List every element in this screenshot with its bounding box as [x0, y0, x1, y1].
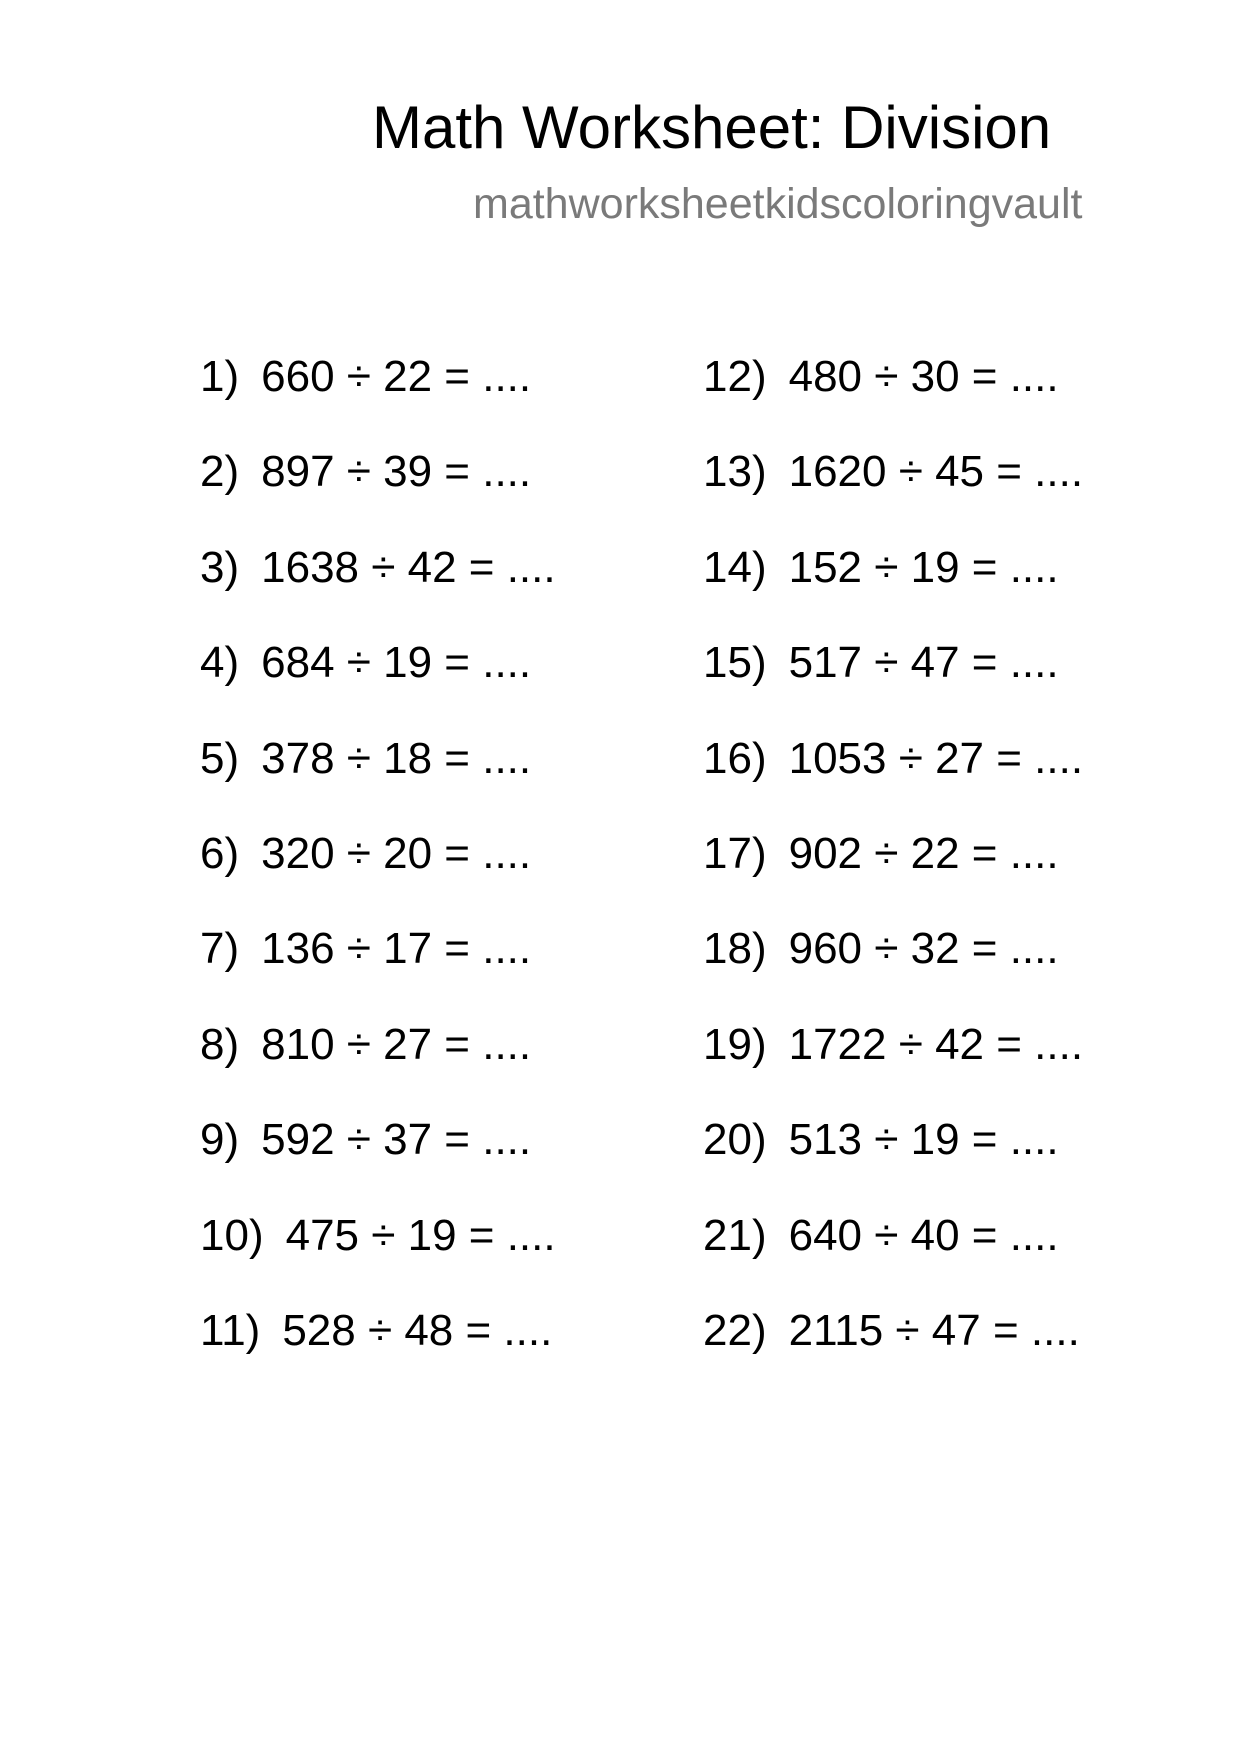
problem-expression: 1722 ÷ 42 = ....: [788, 1019, 1084, 1069]
problem-expression: 660 ÷ 22 = ....: [261, 352, 532, 401]
problem-number: 3): [200, 542, 240, 592]
problem-expression: 136 ÷ 17 = ....: [261, 924, 532, 974]
problem-number: 12): [703, 352, 767, 401]
problem-16: [703, 733, 1084, 832]
problem-number: 14): [703, 542, 767, 592]
problem-expression: 897 ÷ 39 = ....: [261, 447, 532, 497]
problem-number: 21): [703, 1210, 767, 1260]
page-subtitle: mathworksheetkidscoloringvault: [473, 180, 1083, 228]
problem-expression: 320 ÷ 20 = ....: [261, 828, 532, 878]
problem-8: [200, 1019, 556, 1118]
problem-22: [703, 1305, 1083, 1404]
problem-expression: 475 ÷ 19 = ....: [285, 1210, 556, 1260]
problem-12: [703, 352, 1083, 450]
problem-number: 1): [200, 352, 240, 401]
problem-number: 17): [703, 828, 767, 878]
problem-number: 20): [703, 1115, 767, 1165]
problem-number: 16): [703, 733, 767, 783]
problem-15: [703, 638, 1083, 736]
problem-number: 4): [200, 638, 240, 688]
problem-6: [200, 828, 556, 927]
problem-expression: 810 ÷ 27 = ....: [261, 1019, 532, 1069]
problem-number: 8): [200, 1019, 240, 1069]
problem-2: [200, 447, 556, 545]
problem-4: [200, 638, 556, 736]
problem-expression: 1053 ÷ 27 = ....: [788, 733, 1084, 783]
problem-20: [703, 1115, 1083, 1213]
problem-17: [703, 828, 1083, 927]
problem-5: [200, 733, 556, 832]
problem-expression: 528 ÷ 48 = ....: [282, 1305, 553, 1355]
problem-number: 6): [200, 828, 240, 878]
problem-18: [703, 924, 1083, 1022]
problem-expression: 513 ÷ 19 = ....: [788, 1115, 1059, 1165]
problems-column-left: [200, 352, 556, 1404]
problem-number: 5): [200, 733, 240, 783]
problem-expression: 960 ÷ 32 = ....: [788, 924, 1059, 974]
problem-expression: 1638 ÷ 42 = ....: [261, 542, 556, 592]
problem-expression: 684 ÷ 19 = ....: [261, 638, 532, 688]
problem-9: [200, 1115, 556, 1213]
problem-21: [703, 1210, 1083, 1309]
problem-number: 19): [703, 1019, 767, 1069]
problem-number: 11): [200, 1305, 261, 1355]
problem-number: 10): [200, 1210, 264, 1260]
problem-14: [703, 542, 1083, 641]
problem-expression: 152 ÷ 19 = ....: [788, 542, 1059, 592]
problem-expression: 592 ÷ 37 = ....: [261, 1115, 532, 1165]
problem-13: [703, 447, 1084, 545]
problem-1: [200, 352, 556, 450]
problem-expression: 1620 ÷ 45 = ....: [788, 447, 1084, 497]
problem-number: 22): [703, 1305, 767, 1355]
problem-expression: 378 ÷ 18 = ....: [261, 733, 532, 783]
problem-7: [200, 924, 556, 1022]
problems-column-right: [703, 352, 1084, 1404]
page-title: Math Worksheet: Division: [372, 94, 1052, 161]
problem-number: 2): [200, 447, 240, 497]
problem-11: [200, 1305, 556, 1404]
problem-number: 18): [703, 924, 767, 974]
problem-expression: 640 ÷ 40 = ....: [788, 1210, 1059, 1260]
problem-19: [703, 1019, 1084, 1118]
problem-10: [200, 1210, 556, 1309]
problem-expression: 517 ÷ 47 = ....: [788, 638, 1059, 688]
problem-expression: 2115 ÷ 47 = ....: [788, 1305, 1080, 1355]
problem-number: 7): [200, 924, 240, 974]
problem-3: [200, 542, 556, 641]
problem-number: 9): [200, 1115, 240, 1165]
problem-expression: 480 ÷ 30 = ....: [788, 352, 1059, 401]
problem-number: 13): [703, 447, 767, 497]
problem-expression: 902 ÷ 22 = ....: [788, 828, 1059, 878]
problem-number: 15): [703, 638, 767, 688]
